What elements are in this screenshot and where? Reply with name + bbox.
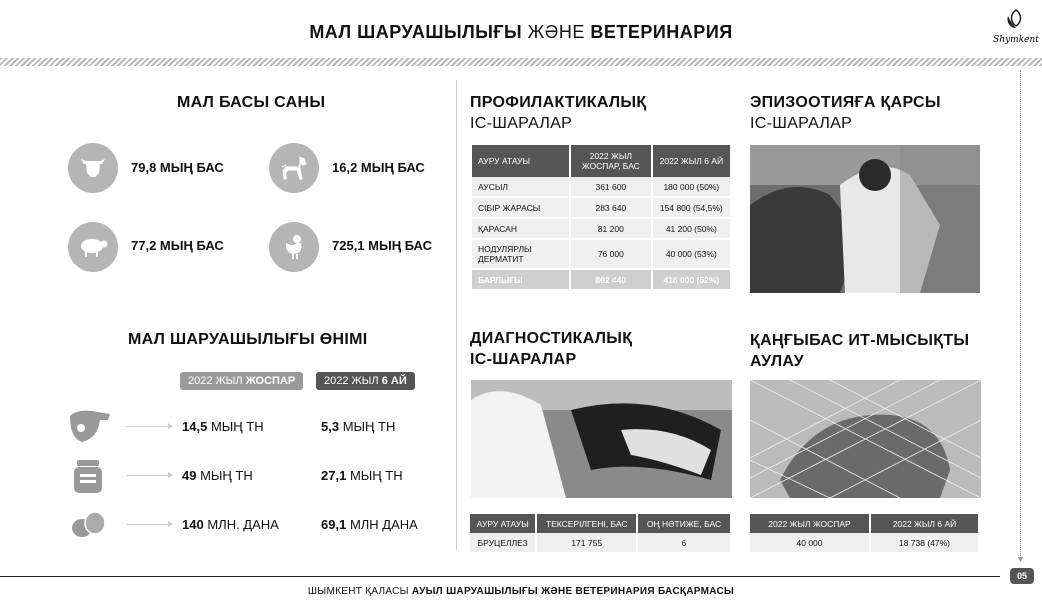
plan-pill: 2022 ЖЫЛ ЖОСПАР: [180, 372, 303, 390]
table-header-cell: 2022 ЖЫЛ ЖОСПАР: [750, 514, 870, 533]
livestock-cattle-value: 79,8 МЫҢ БАС: [131, 160, 224, 175]
table-cell: СІБІР ЖАРАСЫ: [472, 197, 570, 218]
prophylactic-heading: ПРОФИЛАКТИКАЛЫҚ: [470, 94, 647, 111]
prophylactic-subheading: ІС-ШАРАЛАР: [470, 115, 573, 132]
eggs-plan: 140 МЛН. ДАНА: [182, 517, 279, 532]
vet-vaccination-photo: [750, 145, 980, 293]
table-cell: НОДУЛЯРЛЫ ДЕРМАТИТ: [472, 239, 570, 269]
table-cell: 416 000 (52%): [652, 269, 731, 290]
table-header-cell: ТЕКСЕРІЛГЕНІ, БАС: [536, 514, 637, 533]
table-cell: 6: [637, 533, 731, 552]
table-header-cell: 2022 ЖЫЛ ЖОСПАР, БАС: [570, 145, 652, 177]
livestock-heading: МАЛ БАСЫ САНЫ: [177, 94, 326, 111]
table-header-row: [472, 145, 731, 177]
table-cell: 40 000 (53%): [652, 239, 731, 269]
table-total-row: [472, 269, 731, 290]
logo: [993, 6, 1039, 48]
arrow-meat: [126, 426, 171, 427]
table-row: [470, 533, 731, 552]
fact-pill: 2022 ЖЫЛ 6 АЙ: [316, 372, 415, 390]
stray-dog-photo: [750, 380, 981, 498]
table-cell: БАРЛЫҒЫ: [472, 269, 570, 290]
diagnostic-heading: ДИАГНОСТИКАЛЫҚ: [470, 330, 633, 347]
products-heading: МАЛ ШАРУАШЫЛЫҒЫ ӨНІМІ: [128, 331, 368, 348]
chicken-icon: [269, 222, 319, 272]
footer-text: ШЫМКЕНТ ҚАЛАСЫ АУЫЛ ШАРУАШЫЛЫҒЫ ЖӘНЕ ВЕТЕРИНАРИЯ БАСҚАРМАСЫ: [307, 586, 735, 597]
table-header-cell: ОҢ НӘТИЖЕ, БАС: [637, 514, 731, 533]
header-divider: [0, 58, 1042, 66]
page-title: МАЛ ШАРУАШЫЛЫҒЫ ЖӘНЕ ВЕТЕРИНАРИЯ: [309, 22, 733, 42]
footer-divider: [0, 576, 1000, 577]
table-cell: 171 755: [536, 533, 637, 552]
table-cell: 81 200: [570, 218, 652, 239]
diagnostic-cow-photo: [471, 380, 732, 498]
milk-icon: [72, 458, 106, 499]
meat-fact: 5,3 МЫҢ ТН: [321, 419, 396, 434]
diagnostic-table: [470, 514, 732, 552]
table-header-cell: АУРУ АТАУЫ: [472, 145, 570, 177]
right-guide-line: [1020, 70, 1021, 556]
table-cell: 154 800 (54,5%): [652, 197, 731, 218]
sheep-icon: [68, 222, 118, 272]
column-divider: [456, 80, 457, 550]
stray-heading: ҚАҢҒЫБАС ИТ-МЫСЫҚТЫ АУЛАУ: [750, 332, 970, 370]
stray-table: [750, 514, 980, 552]
epizootic-heading: ЭПИЗООТИЯҒА ҚАРСЫ: [750, 94, 941, 111]
meat-plan: 14,5 МЫҢ ТН: [182, 419, 264, 434]
table-cell: БРУЦЕЛЛЕЗ: [470, 533, 536, 552]
table-cell: 180 000 (50%): [652, 177, 731, 197]
livestock-horse-value: 16,2 МЫҢ БАС: [332, 160, 425, 175]
milk-fact: 27,1 МЫҢ ТН: [321, 468, 403, 483]
livestock-poultry-value: 725,1 МЫҢ БАС: [332, 238, 433, 253]
table-row: [472, 239, 731, 269]
table-cell: 802 440: [570, 269, 652, 290]
table-cell: АУСЫЛ: [472, 177, 570, 197]
cow-icon: [68, 143, 118, 193]
table-cell: 283 640: [570, 197, 652, 218]
chevron-down-icon: ▼: [1016, 554, 1025, 564]
table-header-row: [470, 514, 731, 533]
table-row: [750, 533, 979, 552]
table-cell: ҚАРАСАН: [472, 218, 570, 239]
table-row: [472, 177, 731, 197]
table-row: [472, 197, 731, 218]
diagnostic-subheading: ІС-ШАРАЛАР: [470, 351, 577, 368]
svg-text:Shymkent: Shymkent: [993, 35, 1039, 45]
table-cell: 76 000: [570, 239, 652, 269]
meat-icon: [68, 408, 112, 449]
epizootic-subheading: ІС-ШАРАЛАР: [750, 115, 853, 132]
table-cell: 40 000: [750, 533, 870, 552]
arrow-eggs: [126, 524, 171, 525]
table-cell: 361 600: [570, 177, 652, 197]
table-header-cell: 2022 ЖЫЛ 6 АЙ: [652, 145, 731, 177]
arrow-milk: [126, 475, 171, 476]
eggs-fact: 69,1 МЛН ДАНА: [321, 517, 418, 532]
table-row: [472, 218, 731, 239]
milk-plan: 49 МЫҢ ТН: [182, 468, 253, 483]
table-cell: 18 738 (47%): [870, 533, 979, 552]
prophylactic-table: [472, 145, 732, 291]
table-header-cell: АУРУ АТАУЫ: [470, 514, 536, 533]
page-number: 05: [1010, 568, 1034, 584]
horse-icon: [269, 143, 319, 193]
table-header-row: [750, 514, 979, 533]
table-cell: 41 200 (50%): [652, 218, 731, 239]
table-header-cell: 2022 ЖЫЛ 6 АЙ: [870, 514, 979, 533]
livestock-sheep-value: 77,2 МЫҢ БАС: [131, 238, 224, 253]
eggs-icon: [70, 510, 108, 545]
